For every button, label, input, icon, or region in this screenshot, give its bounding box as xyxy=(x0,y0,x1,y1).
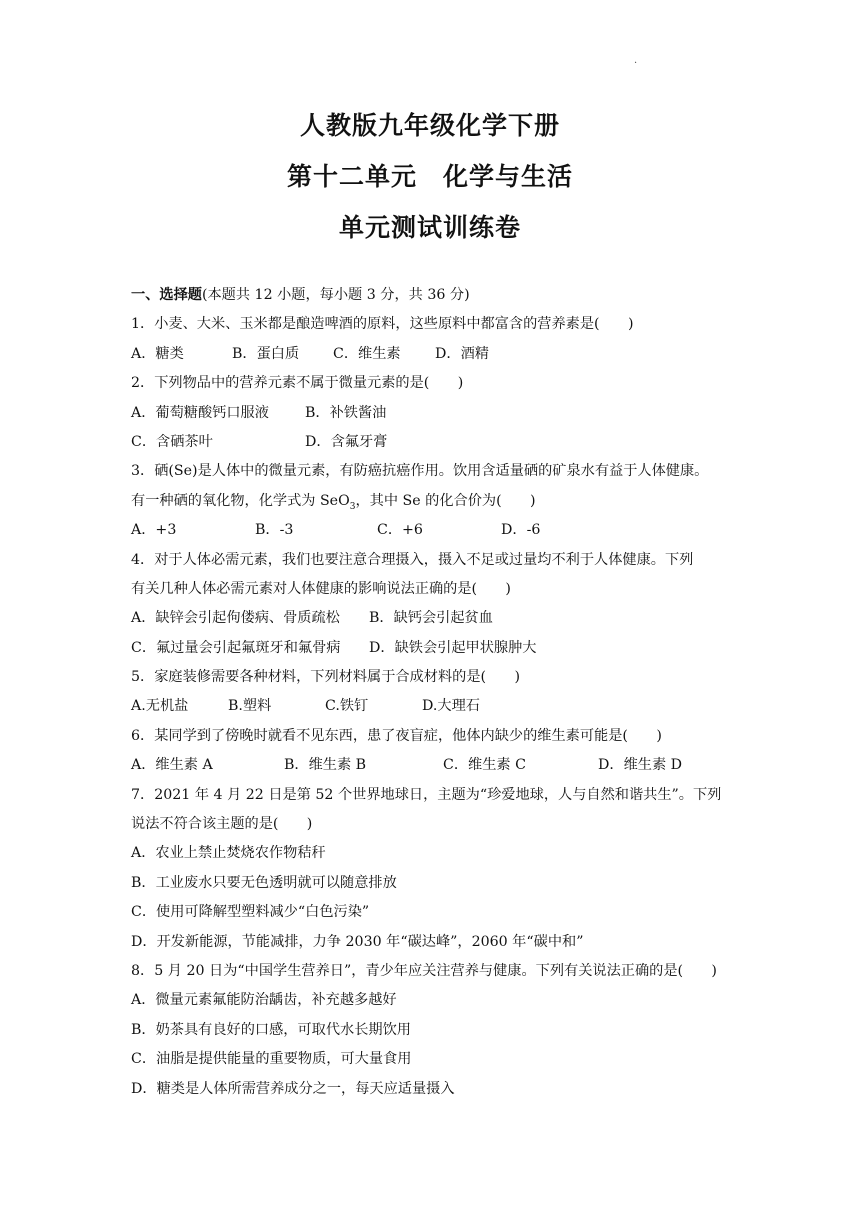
question-7-option-b: B．工业废水只要无色透明就可以随意排放 xyxy=(131,874,397,891)
question-7-stem-1: 7．2021 年 4 月 22 日是第 52 个世界地球日，主题为“珍爱地球，人与自然和谐共生”。下列 xyxy=(131,786,722,803)
question-7-option-a: A．农业上禁止焚烧农作物秸秆 xyxy=(131,845,326,862)
option-b: B．蛋白质 xyxy=(232,345,300,362)
option-d: D．缺铁会引起甲状腺肿大 xyxy=(369,639,537,656)
option-b: B．补铁酱油 xyxy=(305,404,387,421)
question-5-stem: 5．家庭装修需要各种材料，下列材料属于合成材料的是( ) xyxy=(131,669,520,686)
question-8-option-b: B．奶茶具有良好的口感，可取代水长期饮用 xyxy=(131,1021,411,1038)
question-8-option-c: C．油脂是提供能量的重要物质，可大量食用 xyxy=(131,1051,412,1068)
option-c: C．维生素 xyxy=(333,345,401,362)
question-1-stem: 1．小麦、大米、玉米都是酿造啤酒的原料，这些原料中都富含的营养素是( ) xyxy=(131,316,634,333)
option-c: C．含硒茶叶 xyxy=(131,433,213,450)
option-b: B.塑料 xyxy=(228,698,272,715)
section-heading-line xyxy=(131,281,737,310)
question-7-option-c: C．使用可降解型塑料减少“白色污染” xyxy=(131,904,370,921)
option-c: C．维生素 C xyxy=(443,757,526,774)
question-7-stem-2: 说法不符合该主题的是( ) xyxy=(131,816,313,833)
question-3-stem-2: 有一种硒的氧化物，化学式为 SeO$_3$，其中 Se 的化合价为( ) xyxy=(131,492,536,512)
question-3-options xyxy=(131,516,737,545)
question-7-option-d: D．开发新能源，节能减排，力争 2030 年“碳达峰”，2060 年“碳中和” xyxy=(131,933,584,950)
option-d: D．含氟牙膏 xyxy=(305,433,388,450)
option-a: A．糖类 xyxy=(131,345,184,362)
option-b: B．-3 xyxy=(255,522,294,539)
question-4-stem-2: 有关几种人体必需元素对人体健康的影响说法正确的是( ) xyxy=(131,580,511,597)
option-a: A．+3 xyxy=(131,522,177,539)
question-2-options-row-2 xyxy=(131,428,737,457)
question-2-options-row-1 xyxy=(131,399,737,428)
question-4-options-row-2 xyxy=(131,634,737,663)
option-b: B．维生素 B xyxy=(284,757,367,774)
option-a: A．缺锌会引起佝偻病、骨质疏松 xyxy=(131,610,340,627)
option-c: C.铁钉 xyxy=(325,698,369,715)
question-4-stem-1: 4．对于人体必需元素，我们也要注意合理摄入，摄入不足或过量均不利于人体健康。下列 xyxy=(131,551,694,568)
option-c: C．+6 xyxy=(377,522,423,539)
question-body xyxy=(131,281,737,1104)
question-8-option-d: D．糖类是人体所需营养成分之一，每天应适量摄入 xyxy=(131,1080,455,1097)
question-1-options xyxy=(131,340,737,369)
option-a: A.无机盐 xyxy=(131,698,189,715)
question-8-stem: 8．5 月 20 日为“中国学生营养日”，青少年应关注营养与健康。下列有关说法正确的是( ) xyxy=(131,962,717,979)
question-5-options xyxy=(131,692,737,721)
option-d: D．维生素 D xyxy=(598,757,683,774)
corner-mark: · xyxy=(634,58,638,69)
section-note: (本题共 12 小题，每小题 3 分，共 36 分) xyxy=(201,287,470,303)
option-a: A．葡萄糖酸钙口服液 xyxy=(131,404,269,421)
title-line-3: 单元测试训练卷 xyxy=(338,213,521,242)
question-8-option-a: A．微量元素氟能防治龋齿，补充越多越好 xyxy=(131,992,397,1009)
question-4-options-row-1 xyxy=(131,604,737,633)
option-b: B．缺钙会引起贫血 xyxy=(369,610,493,627)
title-line-2: 第十二单元 化学与生活 xyxy=(286,162,573,191)
option-d: D．-6 xyxy=(501,522,541,539)
option-c: C．氟过量会引起氟斑牙和氟骨病 xyxy=(131,639,341,656)
title-line-1: 人教版九年级化学下册 xyxy=(299,111,560,140)
section-heading: 一、选择题 xyxy=(131,287,202,303)
option-d: D.大理石 xyxy=(422,698,480,715)
option-a: A．维生素 A xyxy=(131,757,213,774)
option-d: D．酒精 xyxy=(435,345,489,362)
question-3-stem-1: 3．硒(Se)是人体中的微量元素，有防癌抗癌作用。饮用含适量硒的矿泉水有益于人体健康。 xyxy=(131,463,709,480)
question-2-stem: 2．下列物品中的营养元素不属于微量元素的是( ) xyxy=(131,375,464,392)
formula-subscript: 3 xyxy=(349,501,356,512)
question-6-stem: 6．某同学到了傍晚时就看不见东西，患了夜盲症，他体内缺少的维生素可能是( ) xyxy=(131,727,662,744)
question-6-options xyxy=(131,751,737,780)
